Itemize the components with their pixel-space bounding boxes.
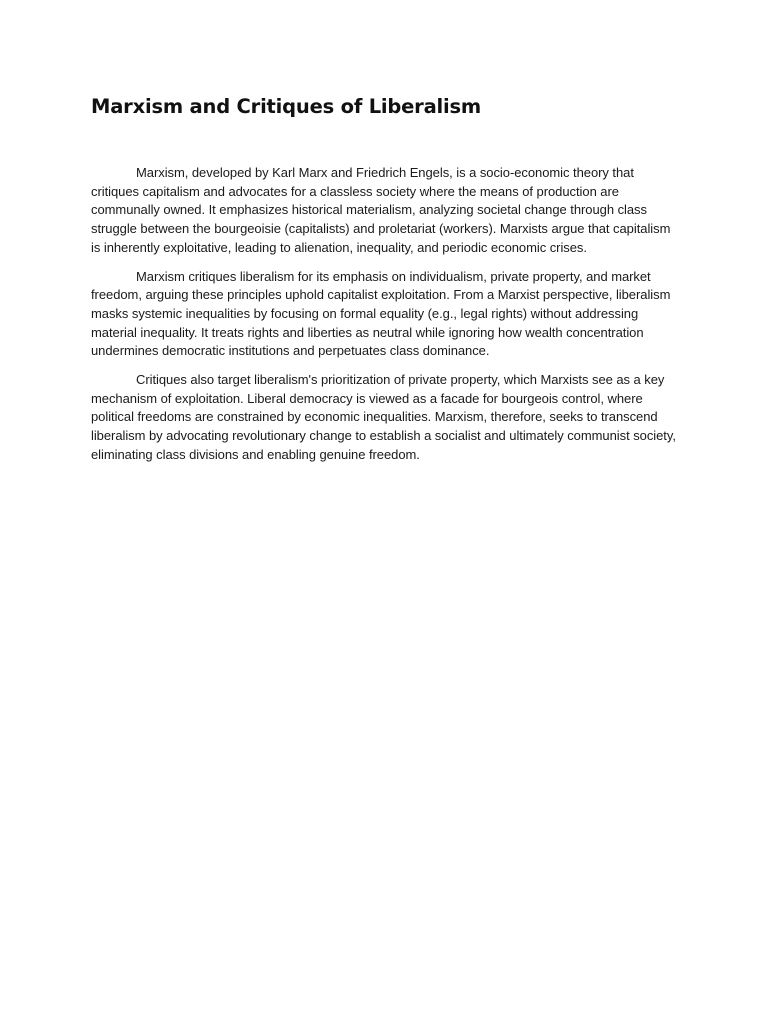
paragraph-3: Critiques also target liberalism's prioritization of private property, which Marxists see as a key mechanism of exploitation. Liberal democracy is viewed as a facade for bourgeois control, where political freedoms are constrained by economic inequalities. Marxism, therefore, seeks to transcend liberalism by advocating revolutionary change to establish a socialist and ultimately communist society, eliminating class divisions and enabling genuine freedom. (91, 372, 676, 462)
paragraph-1: Marxism, developed by Karl Marx and Friedrich Engels, is a socio-economic theory that critiques capitalism and advocates for a classless society where the means of production are communally owned. It emphasizes historical materialism, analyzing societal change through class struggle between the bourgeoisie (capitalists) and proletariat (workers). Marxists argue that capitalism is inherently exploitative, leading to alienation, inequality, and periodic economic crises. (91, 165, 671, 255)
document-body (91, 164, 681, 465)
document-title: Marxism and Critiques of Liberalism (91, 95, 482, 118)
document-content (91, 92, 681, 475)
paragraph-2: Marxism critiques liberalism for its emphasis on individualism, private property, and market freedom, arguing these principles uphold capitalist exploitation. From a Marxist perspective, liberalism masks systemic inequalities by focusing on formal equality (e.g., legal rights) without addressing material inequality. It treats rights and liberties as neutral while ignoring how wealth concentration undermines democratic institutions and perpetuates class dominance. (91, 268, 671, 359)
